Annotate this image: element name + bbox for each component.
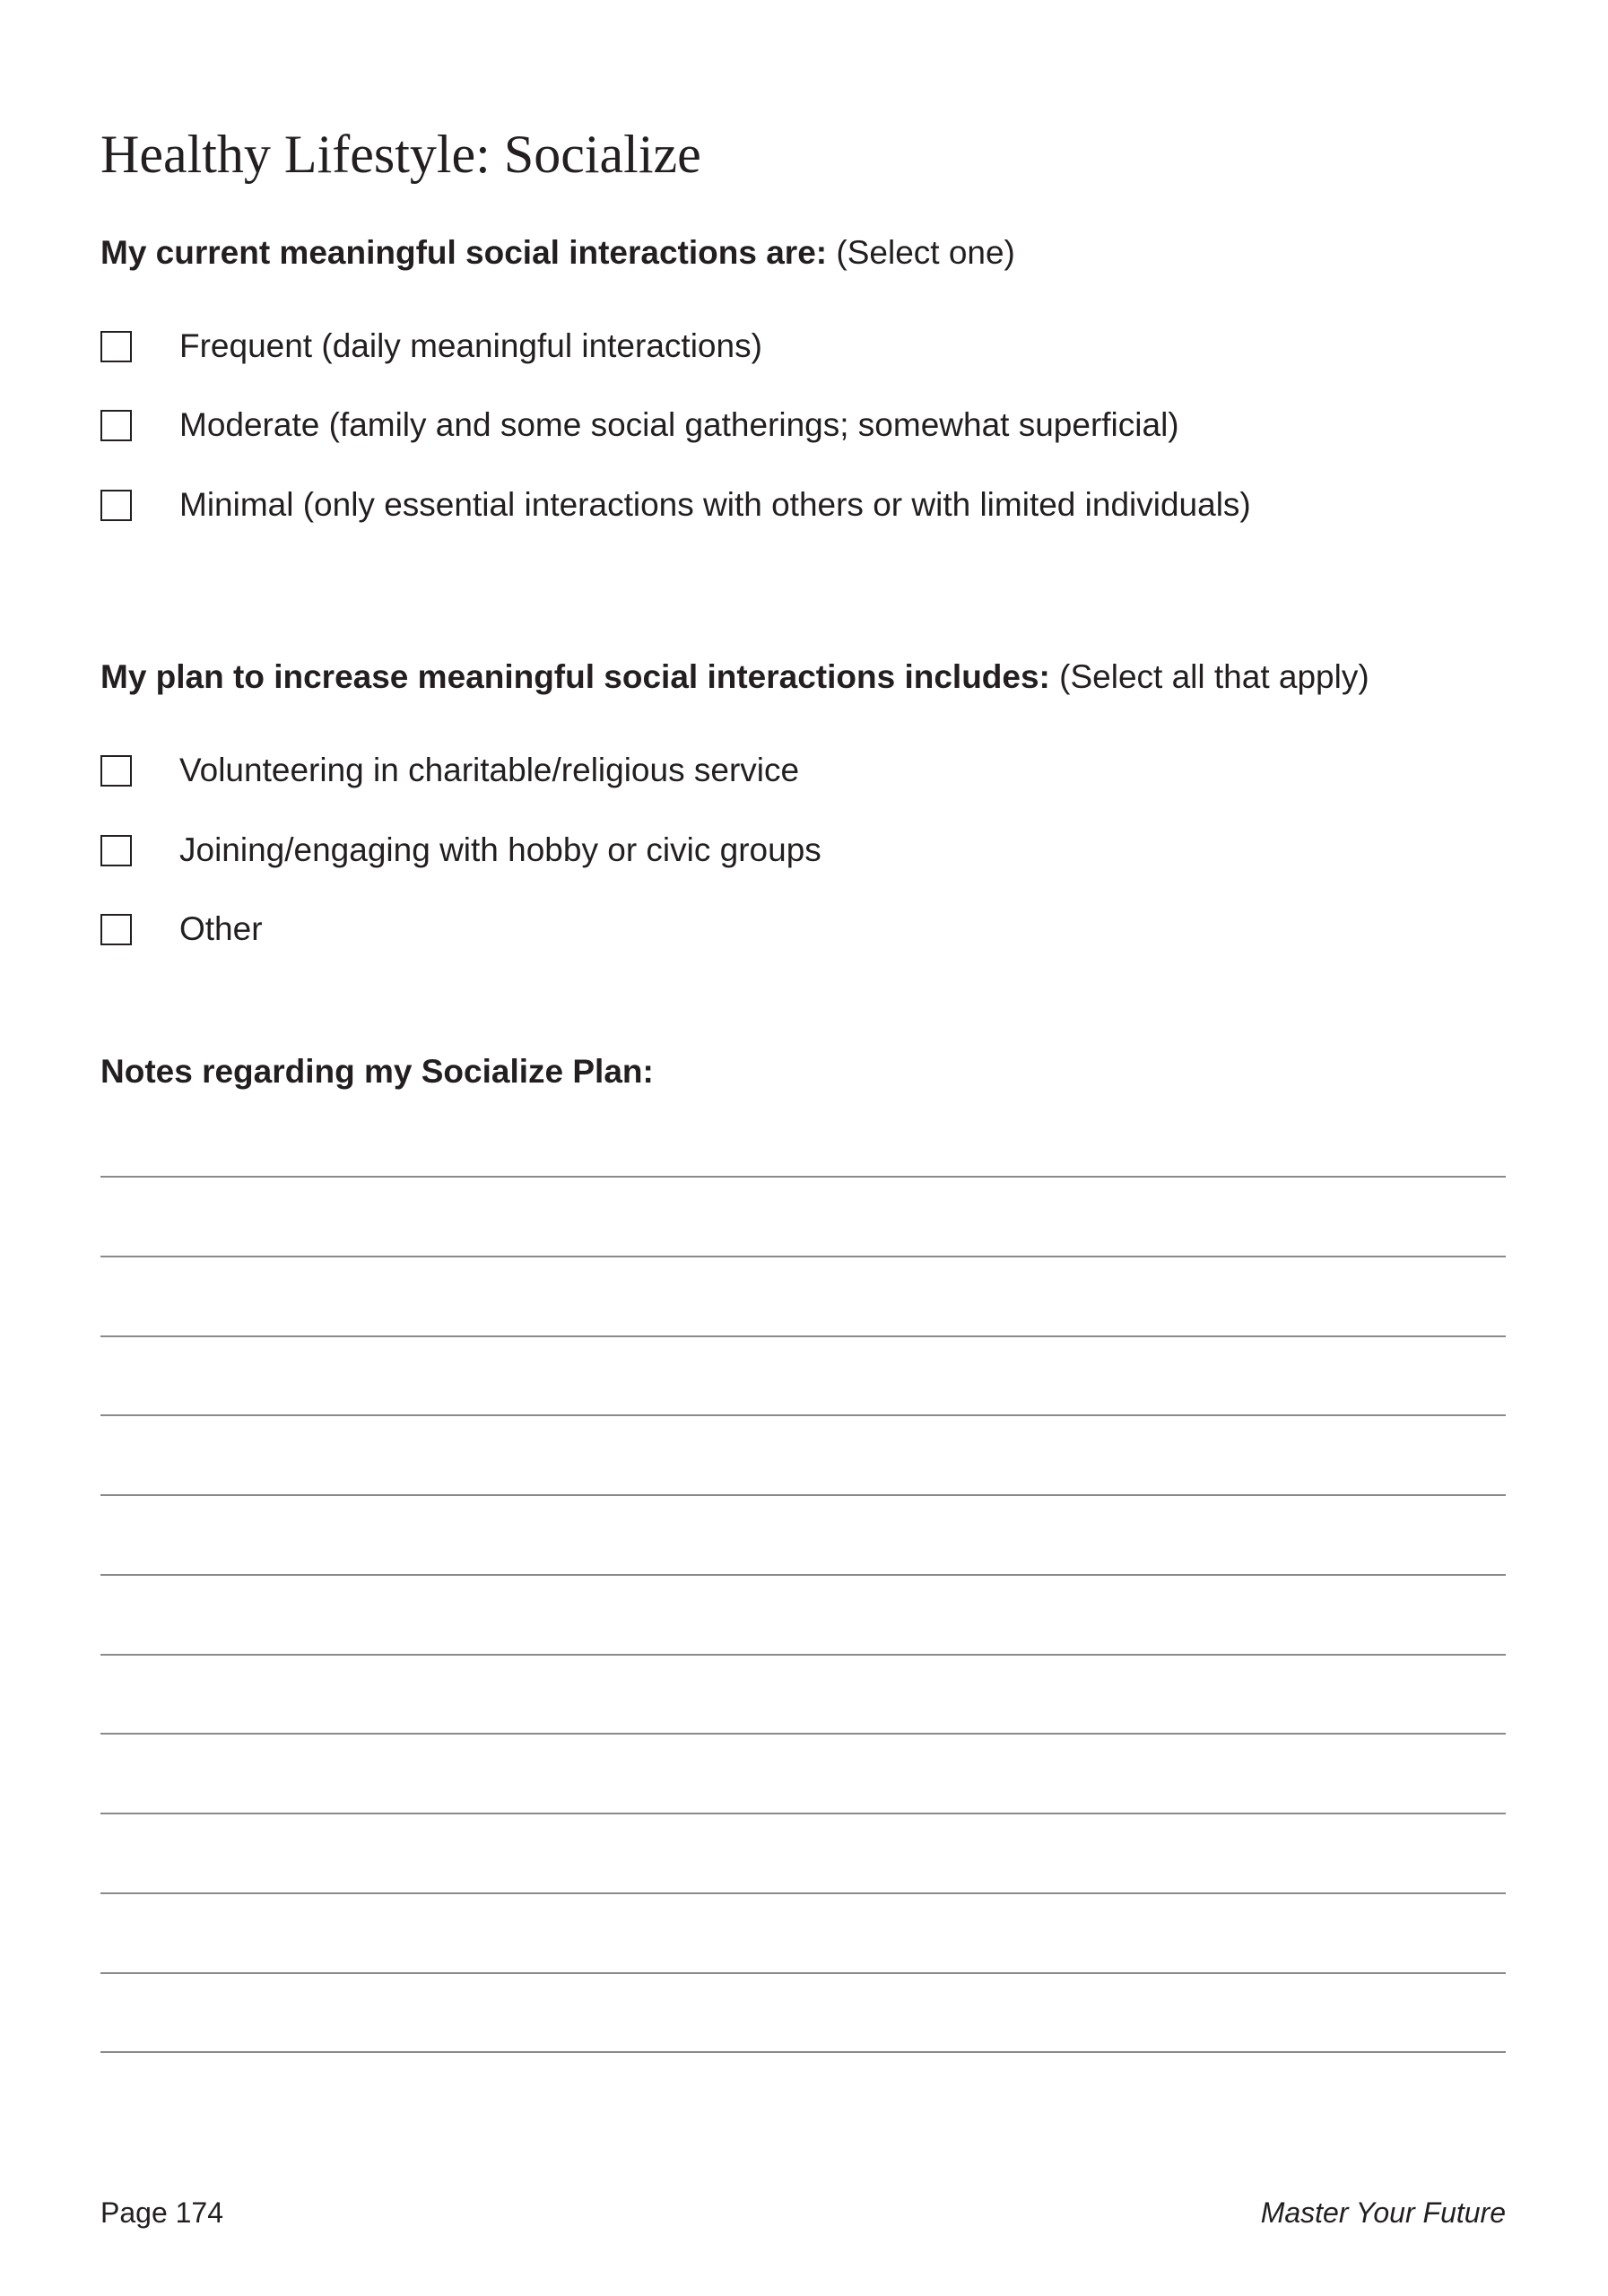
note-line[interactable]	[100, 1892, 1506, 1894]
option-label: Volunteering in charitable/religious service	[179, 752, 800, 788]
option-label: Moderate (family and some social gatherings; somewhat superficial)	[179, 406, 1179, 443]
note-line[interactable]	[100, 1414, 1506, 1416]
page-title: Healthy Lifestyle: Socialize	[100, 125, 701, 184]
option-moderate[interactable]	[100, 407, 1179, 443]
note-line[interactable]	[100, 1176, 1506, 1178]
question-hint-text: (Select all that apply)	[1059, 658, 1369, 695]
question-bold-text: My current meaningful social interactions are:	[100, 234, 828, 271]
note-line[interactable]	[100, 1494, 1506, 1496]
plan-question	[100, 657, 1369, 698]
option-volunteering[interactable]	[100, 752, 799, 788]
option-groups[interactable]	[100, 832, 821, 868]
option-other[interactable]	[100, 911, 263, 947]
option-label: Joining/engaging with hobby or civic groups	[179, 831, 821, 868]
question-hint-text: (Select one)	[836, 234, 1015, 271]
checkbox-other[interactable]	[100, 914, 132, 945]
note-line[interactable]	[100, 1733, 1506, 1735]
page-number: Page 174	[100, 2196, 224, 2229]
current-interactions-question	[100, 232, 1015, 274]
question-bold-text: My plan to increase meaningful social interactions includes:	[100, 658, 1050, 695]
checkbox-groups[interactable]	[100, 835, 132, 866]
option-frequent[interactable]	[100, 328, 762, 364]
option-label: Minimal (only essential interactions with others or with limited individuals)	[179, 486, 1251, 523]
option-label: Other	[179, 910, 263, 947]
checkbox-minimal[interactable]	[100, 490, 132, 521]
notes-title: Notes regarding my Socialize Plan:	[100, 1053, 654, 1090]
note-line[interactable]	[100, 1574, 1506, 1576]
note-line[interactable]	[100, 1335, 1506, 1337]
note-line[interactable]	[100, 1972, 1506, 1974]
note-line[interactable]	[100, 1813, 1506, 1814]
checkbox-moderate[interactable]	[100, 410, 132, 441]
note-line[interactable]	[100, 1256, 1506, 1257]
note-line[interactable]	[100, 2051, 1506, 2053]
checkbox-volunteering[interactable]	[100, 755, 132, 787]
book-title: Master Your Future	[1260, 2196, 1506, 2229]
option-label: Frequent (daily meaningful interactions)	[179, 327, 762, 364]
checkbox-frequent[interactable]	[100, 331, 132, 362]
note-line[interactable]	[100, 1654, 1506, 1656]
option-minimal[interactable]	[100, 487, 1251, 523]
